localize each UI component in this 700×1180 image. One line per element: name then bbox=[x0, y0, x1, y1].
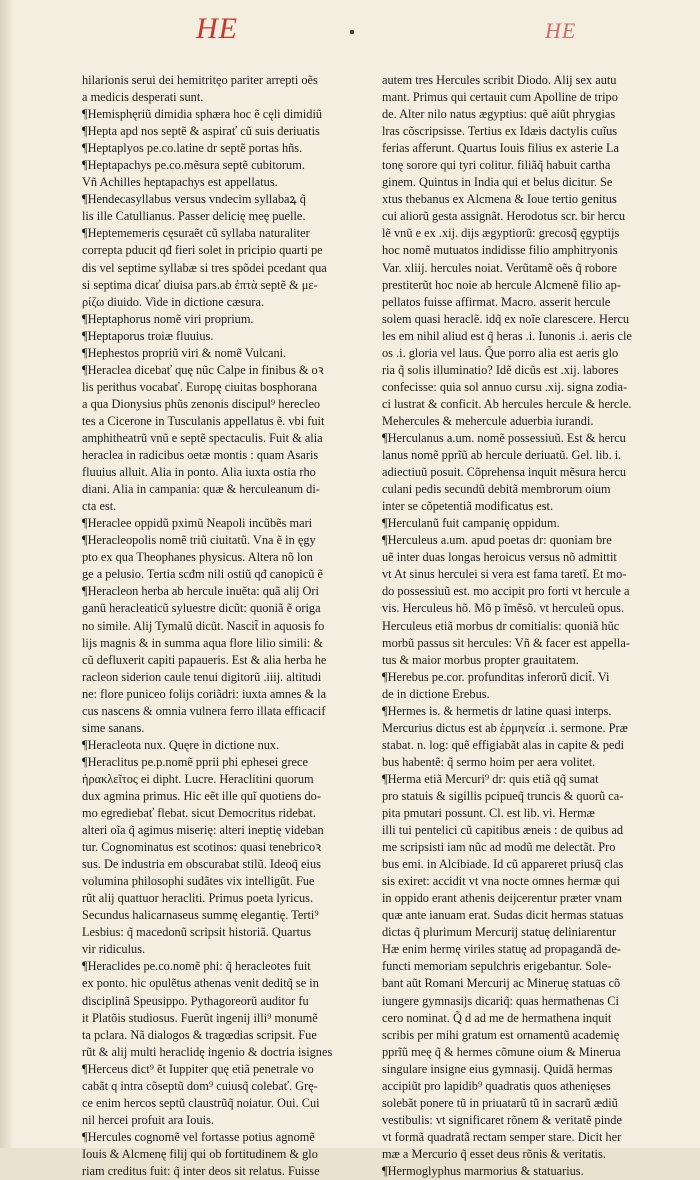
text-line: ¶Hemisphęriũ dimidia sphæra hoc ẽ cęli dimidiũ bbox=[82, 107, 323, 122]
text-line: inter se cõpetentiã modificatus est. bbox=[382, 499, 554, 514]
text-line: ganũ heracleaticũ syluestre dicũt: quoniã ẽ origa bbox=[82, 601, 321, 616]
text-line: cta est. bbox=[82, 499, 117, 514]
text-line: os .i. gloria vel laus. Q̃ue porro alia est aeris glo bbox=[382, 345, 619, 360]
text-line: Vñ Achilles heptapachys est appellatus. bbox=[82, 175, 278, 190]
text-line: ¶Heptaplyos pe.co.latine dr septẽ portas hñs. bbox=[82, 141, 303, 156]
text-line: cũ defluxerit capiti papaueris. Est & alia herba he bbox=[82, 652, 327, 667]
text-line: cero nominat. Q̃ d ad me de hermathena inquit bbox=[382, 1010, 612, 1025]
text-line: Var. xliij. hercules noiat. Verũtamẽ oẽs q̃ robore bbox=[382, 260, 617, 275]
text-line: sus. De industria em obscurabat stilũ. Ideoq̃ eius bbox=[82, 857, 321, 872]
text-line: no simile. Alij Tymalũ dicũt. Nascit̃ in aquosis fo bbox=[82, 618, 325, 633]
text-line: confecisse: quia sol annuo cursu .xij. signa zodia- bbox=[382, 379, 628, 394]
text-line: quæ ante ianuam erat. Sudas dicit hermas statuas bbox=[382, 908, 624, 923]
text-line: vt At sinus herculei si vera est fama taretĩ. Et mo- bbox=[382, 567, 627, 582]
text-line: vestibulis: vt significaret rõnem & veritatẽ pinde bbox=[382, 1112, 622, 1127]
text-line: pto ex qua Theophanes physicus. Altera nõ lon bbox=[82, 550, 313, 565]
text-line: les em nihil aliud est q̃ heras .i. Iunonis .i. aeris cle bbox=[382, 328, 632, 343]
text-line: dux agmina primus. Hic eẽt ille quĩ quotiens do- bbox=[82, 788, 321, 803]
text-line: vis. Herculeus hõ. Mõ p ĩmẽsõ. vt herculeũ opus. bbox=[382, 601, 625, 616]
text-line: pita pmutari possunt. Cl. est lib. vi. Hermæ bbox=[382, 806, 595, 821]
text-line: solebãt ponere tũ in priuatarũ tũ in sacrarũ ædiũ bbox=[382, 1095, 618, 1110]
text-line: do possessiuũ est. mo accipit pro forti vt hercule a bbox=[382, 584, 630, 599]
text-line: ¶Herculanũ fuit campanię oppidum. bbox=[382, 516, 560, 531]
text-line: pro statuis & sigillis pcipueq̃ truncis & quorũ ca- bbox=[382, 788, 624, 803]
text-line: cabãt q intra cõseptũ dom⁹ cuiusq̃ colebať. Grę- bbox=[82, 1078, 318, 1093]
text-line: ¶Herceus dict⁹ ẽt Iuppiter quę etiã penetrale vo bbox=[82, 1061, 314, 1076]
text-line: ¶Herculeus a.um. apud poetas dr: quoniam bre bbox=[382, 533, 612, 548]
text-line: ¶Hermoglyphus marmorius & statuarius. bbox=[382, 1164, 584, 1178]
text-line: singulare insigne eius gymnasij. Quidã hermas bbox=[382, 1061, 613, 1076]
text-line: functi memoriam sepulchris erigebantur. Sole- bbox=[382, 959, 612, 974]
text-line: me scripsisti iam nũc ad modũ me delectãt. Pro bbox=[382, 840, 616, 855]
text-line: prestiterũt hoc noie ab hercule Alcmenẽ filio ap- bbox=[382, 277, 621, 292]
text-line: Lesbius: q̃ macedonũ scripsit historiã. Quartus bbox=[82, 925, 312, 940]
text-line: bus habentẽ: q̃ sermo hoim per aera volitet. bbox=[382, 754, 596, 769]
text-line: a medicis desperati sunt. bbox=[82, 90, 204, 105]
text-line: uẽ inter duas longas heroicus versus nõ admittit bbox=[382, 550, 617, 565]
text-line: ¶Heptapachys pe.co.mẽsura septẽ cubitorum. bbox=[82, 158, 305, 173]
left-column bbox=[82, 72, 364, 1180]
text-line: ¶Herculanus a.um. nomẽ possessiuũ. Est & hercu bbox=[382, 430, 626, 445]
text-line: sis exiret: accidit vt vna nocte omnes hermæ qui bbox=[382, 874, 620, 889]
text-line: lis ille Catullianus. Passer delicię meę puelle. bbox=[82, 209, 306, 224]
text-line: diani. Alia in campania: quæ & herculeanum di- bbox=[82, 482, 320, 497]
text-line: alteri oĩa q̃ agimus miserię: alteri ineptię videban bbox=[82, 823, 324, 838]
text-line: bus emi. in Alcibiade. Id cũ appareret priusq̃ clas bbox=[382, 857, 624, 872]
text-line: adiectiuũ posuit. Cõprehensa inquit mẽsura hercu bbox=[382, 465, 627, 480]
text-line: de. Alter nilo natus ægyptius: quẽ aiũt phrygias bbox=[382, 107, 616, 122]
text-line: Mercurius dictus est ab ἑρμηνεία .i. sermone. Præ bbox=[382, 720, 628, 735]
text-line: Iouis & Alcmenę filij qui ob fortitudinem & glo bbox=[82, 1146, 318, 1161]
text-line: ta pclara. Nã dialogos & tragœdias scripsit. Fue bbox=[82, 1027, 317, 1042]
text-line: tonę sorore qui tyri colitur. filiãq̃ habuit cartha bbox=[382, 158, 611, 173]
text-line: ci lustrat & conficit. Ab hercules hercule & hercle. bbox=[382, 396, 632, 411]
right-column bbox=[382, 72, 640, 1180]
text-line: dis vel septime syllabæ si tres spõdei pcedant qua bbox=[82, 260, 327, 275]
text-line: tur. Cognominatus est scotinos: quasi tenebricoꝛ bbox=[82, 840, 321, 855]
text-line: a qua Dionysius phũs zenonis discipul⁹ herecleo bbox=[82, 396, 321, 411]
text-line: vt formã quadratã rectam semper stare. Dicit her bbox=[382, 1129, 622, 1144]
text-line: accipiũt pro lapidib⁹ quadratis quos athenięses bbox=[382, 1078, 611, 1093]
text-line: tes a Cicerone in Tusculanis appellatus ẽ. vbi fuit bbox=[82, 413, 325, 428]
text-line: mæ a Mercurio q̃ esset deus rõnis & veritatis. bbox=[382, 1146, 606, 1161]
text-line: ¶Heraclee oppidũ pximũ Neapoli incũbẽs mari bbox=[82, 516, 313, 531]
text-line: mo egrediebať flebat. sicut Democritus ridebat. bbox=[82, 806, 316, 821]
text-line: rũt alij quattuor heracliti. Primus poeta lyricus. bbox=[82, 891, 314, 906]
text-line: ρίζω diuido. Vide in dictione cæsura. bbox=[82, 294, 265, 309]
text-line: heraclea in radicibus oetæ montis : quam Asaris bbox=[82, 448, 319, 463]
text-line: ¶Herma etiã Mercuri⁹ dr: quis etiã qq̃ sumat bbox=[382, 771, 599, 786]
text-line: ¶Heracleota nux. Quęre in dictione nux. bbox=[82, 737, 280, 752]
text-line: dictas q̃ plurimum Mercurij statuę deliniarentur bbox=[382, 925, 617, 940]
text-line: amphitheatrũ vnũ e septẽ spectaculis. Fuit & alia bbox=[82, 430, 323, 445]
text-line: ferias afferunt. Quartus Iouis filius ex asterie La bbox=[382, 141, 619, 156]
text-line: ¶Herebus pe.cor. profunditas inferorũ dicit̃. Vi bbox=[382, 669, 610, 684]
text-line: nil hercei profuit ara Iouis. bbox=[82, 1112, 214, 1127]
text-line: lanus nomẽ pprĩũ ab hercule deriuatũ. Gel. lib. i. bbox=[382, 448, 622, 463]
text-line: racleon siderion caule tenui digitorũ .iiij. altitudi bbox=[82, 669, 322, 684]
text-line: hilarionis serui dei hemitritęo pariter arrepti oẽs bbox=[82, 73, 318, 87]
text-line: ¶Hendecasyllabus versus vndecim syllabaꝝ q̃ bbox=[82, 192, 306, 207]
text-line: vir ridiculus. bbox=[82, 942, 146, 957]
text-line: mant. Primus qui certauit cum Apolline de tripo bbox=[382, 90, 618, 105]
text-line: si septima dicať diuisa pars.ab ἑπτὰ septẽ & με- bbox=[82, 277, 318, 292]
text-line: bant aũt Romani Mercurij ac Mineruę statuas cõ bbox=[382, 976, 621, 991]
text-line: ge a pelusio. Tertia scđm nili ostiũ qđ canopicũ ẽ bbox=[82, 567, 323, 582]
text-line: ¶Heraclea dicebať quę nũc Calpe in finibus & oꝛ bbox=[82, 362, 324, 377]
text-line: de in dictione Erebus. bbox=[382, 686, 490, 701]
text-line: ¶Heracleopolis nomẽ triũ ciuitatũ. Vna ẽ in ęgy bbox=[82, 533, 316, 548]
folio-mark-right: HE bbox=[545, 18, 577, 43]
text-line: Hæ enim hermę viriles statuę ad propagandã de- bbox=[382, 942, 621, 957]
text-line: fluuius alluit. Alia in ponto. Alia iuxta ostia rho bbox=[82, 465, 316, 480]
text-line: ¶Hepta apd nos septẽ & aspirať cũ suis deriuatis bbox=[82, 124, 320, 139]
text-line: scribis per mihi gratum est ornamentũ academię bbox=[382, 1027, 620, 1042]
text-line: lẽ vnũ e ex .xij. dijs ægyptiorũ: grecosq̃ ęgyptijs bbox=[382, 226, 620, 241]
text-line: riam creditus fuit: q̃ inter deos sit relatus. Fuisse bbox=[82, 1164, 320, 1178]
text-line: xtus thebanus ex Alcmena & Ioue tertio genitus bbox=[382, 192, 617, 207]
text-line: ria q̃ solis illuminatio? Idẽ dicũs est .xij. labores bbox=[382, 362, 619, 377]
text-line: it Platõis studiosus. Fuerũt ingenij illi⁹ monumẽ bbox=[82, 1010, 318, 1025]
text-line: culani pedis secundũ debitã membrorum oium bbox=[382, 482, 611, 497]
text-line: iungere gymnasijs dicariq̃: quas hermathenas Ci bbox=[382, 993, 619, 1008]
text-line: ginem. Quintus in India qui et belus dicitur. Se bbox=[382, 175, 613, 190]
text-line: ¶Heraclitus pe.p.nomẽ pprii phi ephesei grece bbox=[82, 754, 308, 769]
text-line: ¶Heptaphorus nomẽ viri proprium. bbox=[82, 311, 254, 326]
text-line: stabat. n. log: quẽ effigiabãt alas in capite & pedi bbox=[382, 737, 625, 752]
text-line: ¶Hercules cognomẽ vel fortasse potius agnomẽ bbox=[82, 1129, 315, 1144]
text-line: autem tres Hercules scribit Diodo. Alij sex autu bbox=[382, 73, 617, 87]
text-line: disciplinã Speusippo. Pythagoreorũ auditor fu bbox=[82, 993, 309, 1008]
text-line: ¶Heptememeris cęsuraẽt cũ syllaba naturaliter bbox=[82, 226, 310, 241]
text-line: sime sanans. bbox=[82, 720, 145, 735]
text-line: volumina philosophi sudãtes vix intelligũt. Fue bbox=[82, 874, 315, 889]
text-line: in oppido erant athenis deijcerentur præter vnam bbox=[382, 891, 622, 906]
text-line: morbũ passus sit hercules: Vñ & facer est appella- bbox=[382, 635, 630, 650]
text-line: pprĩũ meę q̃ & hermes cõmune oium & Minerua bbox=[382, 1044, 621, 1059]
text-line: ¶Heptaporus troiæ fluuius. bbox=[82, 328, 214, 343]
text-line: solem quasi heraclẽ. idq̃ ex noĩe clarescere. Hercu bbox=[382, 311, 630, 326]
text-line: illi tui pentelici cũ capitibus æneis : de quibus ad bbox=[382, 823, 624, 838]
text-line: ¶Hermes is. & hermetis dr latine quasi interps. bbox=[382, 703, 612, 718]
text-line: ce enim hercos septũ claustrũq̃ noiatur. Oui. Cui bbox=[82, 1095, 320, 1110]
text-line: ¶Hephestos propriũ viri & nomẽ Vulcani. bbox=[82, 345, 287, 360]
text-line: lras cõscripsisse. Tertius ex Idæis dactylis cuĩus bbox=[382, 124, 618, 139]
text-line: ¶Heracleon herba ab hercule inuẽta: quã alij Ori bbox=[82, 584, 319, 599]
text-line: ex ponto. hic opulẽtus athenas venit deditq̃ se in bbox=[82, 976, 319, 991]
text-line: hoc nomẽ mutuatos indidisse filio amphitryonis bbox=[382, 243, 618, 258]
text-line: ¶Heraclides pe.co.nomẽ phi: q̃ heracleotes fuit bbox=[82, 959, 311, 974]
center-dot bbox=[350, 30, 354, 34]
text-line: tus & maior morbus propter grauitatem. bbox=[382, 652, 579, 667]
text-line: cus nascens & omnia vulnera ferro illata efficacif bbox=[82, 703, 326, 718]
text-line: lis perithus vocabať. Europę ciuitas bosphorana bbox=[82, 379, 317, 394]
text-line: Mehercules & mehercule aduerbia iurandi. bbox=[382, 413, 594, 428]
text-line: rũt & alij multi heraclidę ingenio & doctria isignes bbox=[82, 1044, 333, 1059]
text-line: cui aliorũ gesta assignãt. Herodotus scr. bir hercu bbox=[382, 209, 626, 224]
text-line: lijs magnis & in summa aqua flore lilio simili: & bbox=[82, 635, 324, 650]
text-line: Herculeus etiã morbus dr comitialis: quoniã hũc bbox=[382, 618, 620, 633]
folio-mark-left: HE bbox=[196, 12, 238, 45]
text-line: ne: flore puniceo folijs coriãdri: iuxta amnes & la bbox=[82, 686, 327, 701]
text-line: Secundus halicarnaseus summę elegantię. Terti⁹ bbox=[82, 908, 319, 923]
text-line: correpta pducit qđ fieri solet in pricipio quarti pe bbox=[82, 243, 323, 258]
text-line: pellatos fuisse affirmat. Macro. asserit hercule bbox=[382, 294, 611, 309]
text-line: ἡρακλεῖτος ei dipht. Lucre. Heraclitini quorum bbox=[82, 771, 314, 786]
